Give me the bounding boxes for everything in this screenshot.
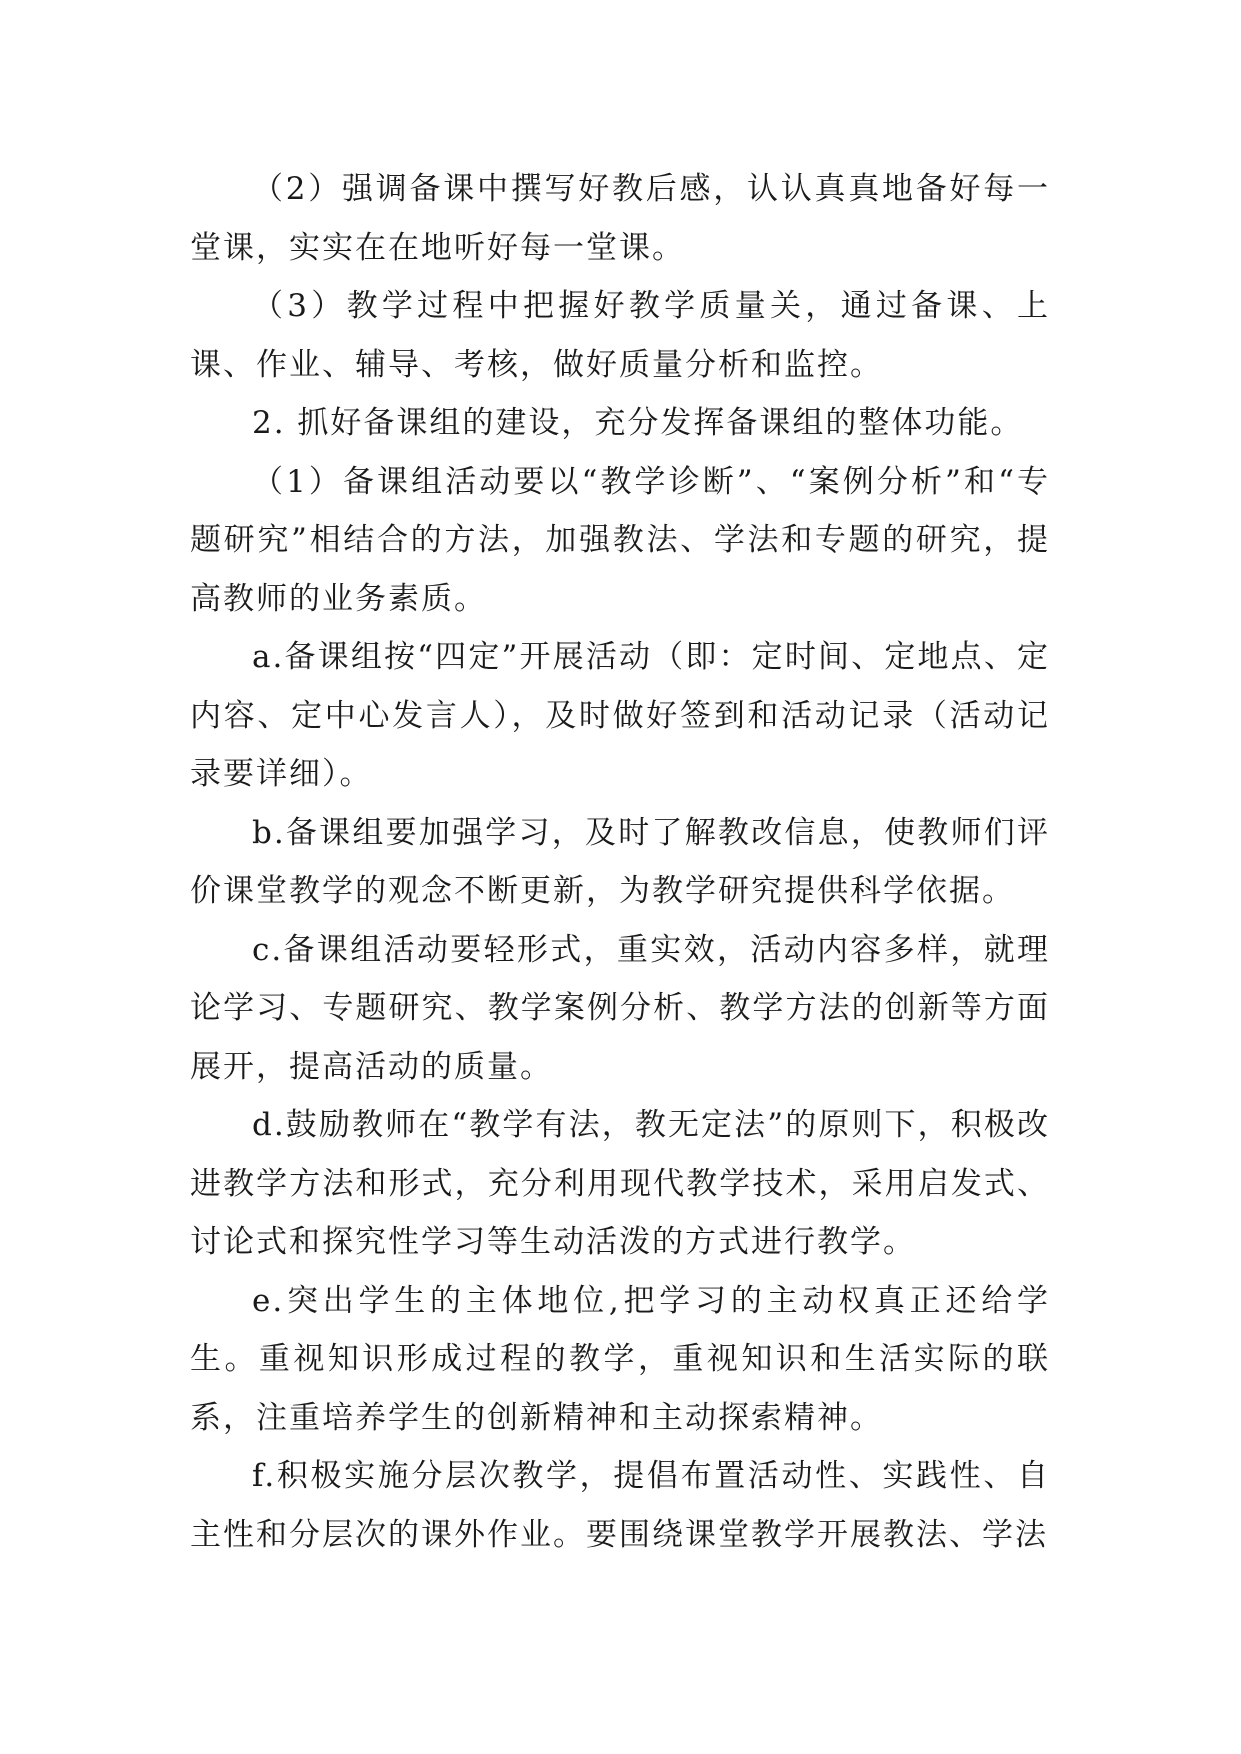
item-d: d.鼓励教师在“教学有法，教无定法”的原则下，积极改进教学方法和形式，充分利用现代教学技术，采用启发式、讨论式和探究性学习等生动活泼的方式进行教学。: [190, 1107, 1050, 1260]
item-b: b.备课组要加强学习，及时了解教改信息，使教师们评价课堂教学的观念不断更新，为教学研究提供科学依据。: [190, 814, 1050, 909]
item-e: e.突出学生的主体地位,把学习的主动权真正还给学生。重视知识形成过程的教学，重视知识和生活实际的联系，注重培养学生的创新精神和主动探索精神。: [190, 1282, 1050, 1436]
paragraph-2-2: （2）强调备课中撰写好教后感，认认真真地备好每一堂课，实实在在地听好每一堂课。: [190, 171, 1050, 266]
item-c: c.备课组活动要轻形式，重实效，活动内容多样，就理论学习、专题研究、教学案例分析、教学方法的创新等方面展开，提高活动的质量。: [190, 931, 1050, 1085]
item-a: a.备课组按“四定”开展活动（即：定时间、定地点、定内容、定中心发言人），及时做好签到和活动记录（活动记录要详细）。: [190, 639, 1050, 792]
document-body: [190, 160, 1050, 1564]
section-2-heading: 2. 抓好备课组的建设，充分发挥备课组的整体功能。: [252, 405, 1024, 441]
item-f: f.积极实施分层次教学，提倡布置活动性、实践性、自主性和分层次的课外作业。要围绕课堂教学开展教法、学法: [190, 1458, 1050, 1553]
paragraph-2-1: （1）备课组活动要以“教学诊断”、“案例分析”和“专题研究”相结合的方法，加强教法、学法和专题的研究，提高教师的业务素质。: [190, 463, 1050, 617]
paragraph-2-3: （3）教学过程中把握好教学质量关，通过备课、上课、作业、辅导、考核，做好质量分析和监控。: [190, 288, 1050, 383]
